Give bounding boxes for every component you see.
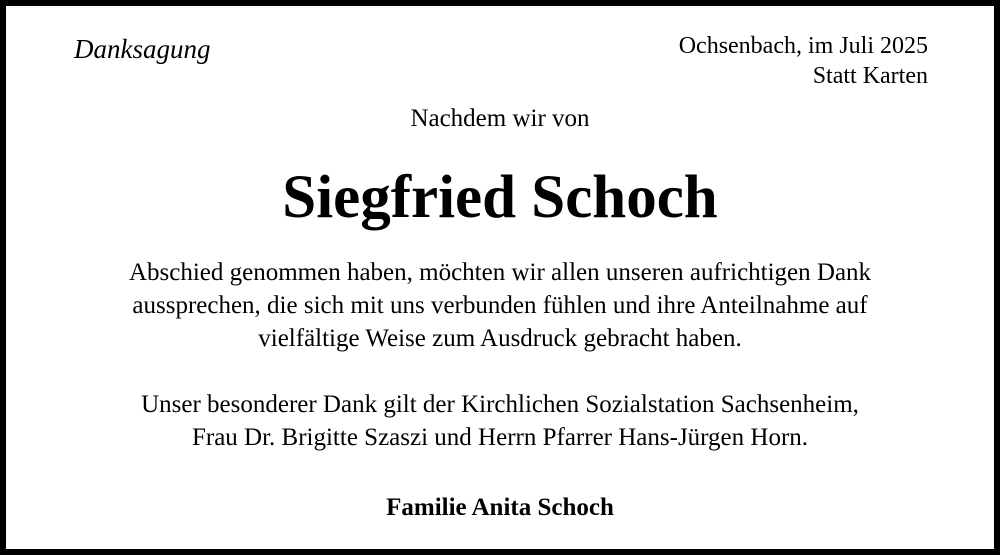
intro-text: Nachdem wir von	[410, 105, 590, 132]
thanks-paragraph	[0, 256, 1000, 355]
thanks-line-3: vielfältige Weise zum Ausdruck gebracht haben.	[258, 325, 742, 352]
thanks-line-1: Abschied genommen haben, möchten wir allen unseren aufrichtigen Dank	[128, 259, 872, 286]
thanks-line-2: aussprechen, die sich mit uns verbunden fühlen und ihre Anteilnahme auf	[132, 292, 868, 319]
deceased-name: Siegfried Schoch	[282, 164, 718, 231]
special-thanks-paragraph	[0, 388, 1000, 454]
family-signature: Familie Anita Schoch	[386, 494, 614, 521]
notice-title: Danksagung	[74, 34, 211, 64]
special-thanks-line-2: Frau Dr. Brigitte Szaszi und Herrn Pfarrer Hans-Jürgen Horn.	[191, 424, 809, 451]
notice-header-right	[679, 31, 928, 91]
statt-karten-note: Statt Karten	[812, 63, 928, 89]
place-date: Ochsenbach, im Juli 2025	[678, 33, 928, 59]
special-thanks-line-1: Unser besonderer Dank gilt der Kirchlichen Sozialstation Sachsenheim,	[141, 391, 859, 418]
